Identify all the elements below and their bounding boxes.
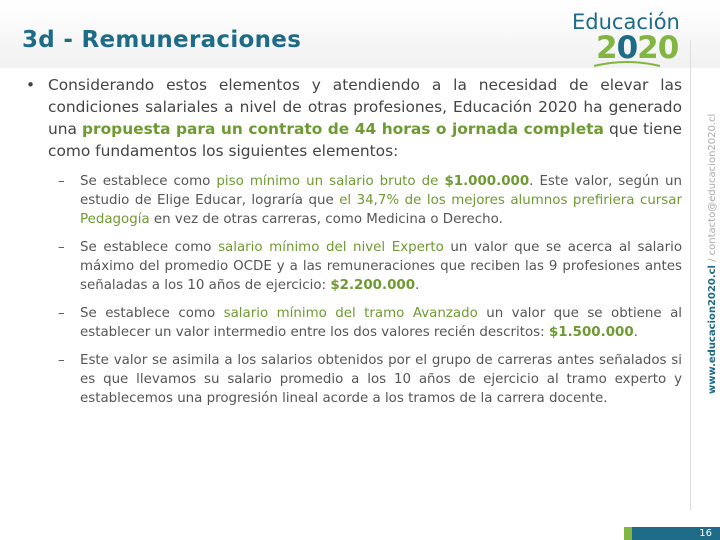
- sub-list: [58, 172, 682, 408]
- list-item: – Se establece como piso mínimo un salario bruto de $1.000.000. Este valor, según un estudio de Elige Educar, lograría que el 34,7% de los mejores alumnos prefiriera cursar Pedagogía en vez de otras carreras, como Medicina o Derecho.: [58, 174, 683, 227]
- intro-bullet: • Considerando estos elementos y atendiendo a la necesidad de elevar las condiciones salariales a nivel de otras profesiones, Educación 2020 ha generado una propuesta para un contrato de 44 horas o jornada completa que tiene como fundamentos los siguientes elementos:: [26, 76, 682, 160]
- page-title: 3d - Remuneraciones: [22, 27, 302, 53]
- dash-icon: –: [58, 353, 65, 368]
- logo-word: Educación: [572, 10, 680, 34]
- highlight-proposal: propuesta para un contrato de 44 horas o jornada completa: [82, 120, 604, 138]
- logo-swoosh-icon: [592, 60, 662, 68]
- educacion-2020-logo: [570, 10, 680, 66]
- dash-icon: –: [58, 306, 65, 321]
- list-item: – Se establece como salario mínimo del tramo Avanzado un valor que se obtiene al establecer un valor intermedio entre los dos valores recién descritos: $1.500.000.: [58, 306, 683, 340]
- divider: [690, 40, 691, 510]
- dash-icon: –: [58, 240, 65, 255]
- footer-accent: [624, 527, 632, 540]
- list-item: – Se establece como salario mínimo del nivel Experto un valor que se acerca al salario máximo del promedio OCDE y a las remuneraciones que reciben las 9 profesiones antes señaladas a los 10 años de ejercicio: $2.200.000.: [58, 240, 683, 293]
- slide-content: [22, 68, 682, 417]
- logo-year: 2020: [596, 30, 679, 66]
- page-number: 16: [699, 528, 712, 539]
- dash-icon: –: [58, 174, 65, 189]
- bullet-icon: •: [26, 76, 36, 94]
- list-item: – Este valor se asimila a los salarios obtenidos por el grupo de carreras antes señalados si es que llevamos su salario promedio a los 10 años de ejercicio al tramo experto y establecemos una progresión lineal acorde a los tramos de la carrera docente.: [58, 353, 682, 406]
- website-url[interactable]: www.educacion2020.cl / contacto@educacion2020.cl: [707, 113, 718, 394]
